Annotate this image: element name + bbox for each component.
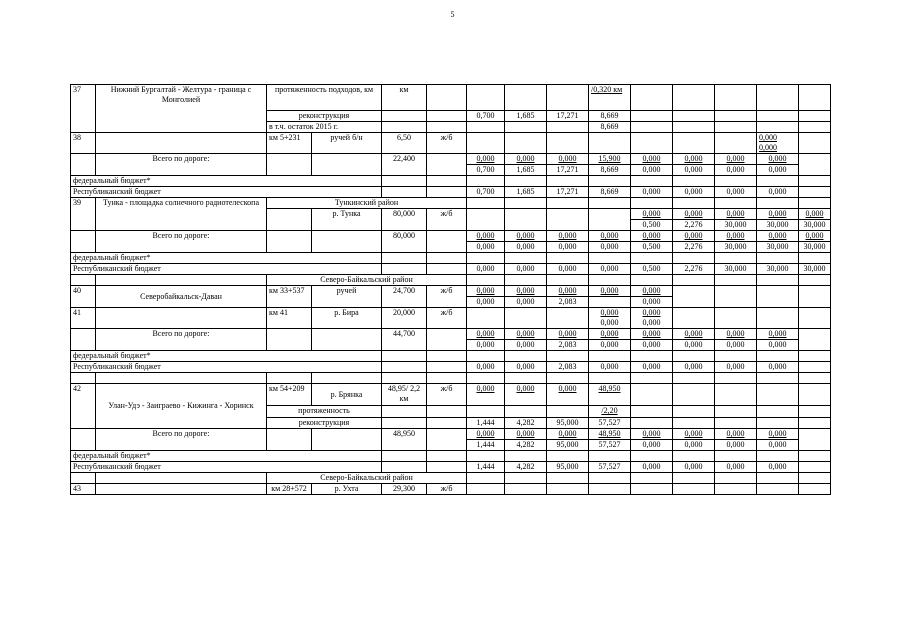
value-cell: 57,527 xyxy=(589,418,631,429)
value-cell: 0,000 xyxy=(799,209,831,220)
value-cell: 0,500 xyxy=(631,220,673,231)
value-cell: 2,276 xyxy=(673,242,715,253)
value-cell: 0,000 0,000 xyxy=(631,308,673,329)
value-cell: 0,000 xyxy=(467,340,505,351)
value-cell: 30,000 xyxy=(757,242,799,253)
row-label: в т.ч. остаток 2015 г. xyxy=(267,122,382,133)
value-cell: 0,000 xyxy=(631,165,673,176)
total-row xyxy=(71,231,831,242)
value-cell: 0,000 xyxy=(631,297,673,308)
value-cell: 0,000 xyxy=(467,154,505,165)
table-row xyxy=(71,133,831,154)
value-cell: 30,000 xyxy=(799,264,831,275)
value-cell: 0,000 xyxy=(715,329,757,340)
value-cell: 0,500 xyxy=(631,264,673,275)
value-cell: 0,000 xyxy=(467,362,505,373)
type-cell: ж/б xyxy=(427,484,467,495)
value-cell: 8,669 xyxy=(589,111,631,122)
unit-cell: км xyxy=(382,85,427,111)
value-cell: 95,000 xyxy=(547,462,589,473)
value-cell: 0,000 xyxy=(673,231,715,242)
km-cell: км 41 xyxy=(267,308,312,329)
value-cell: 30,000 xyxy=(715,242,757,253)
value-cell: 0,000 xyxy=(757,362,799,373)
value-cell: 0,000 xyxy=(589,242,631,253)
value-cell: 0,000 xyxy=(673,440,715,451)
value-cell: 1,444 xyxy=(467,418,505,429)
value-cell: 0,000 xyxy=(757,209,799,220)
row-label: протяженность подходов, км xyxy=(267,85,382,111)
value-cell: 0,000 xyxy=(757,340,799,351)
value-cell: 0,000 xyxy=(589,231,631,242)
value-cell: 1,685 xyxy=(505,111,547,122)
value-cell: 0,000 xyxy=(505,429,547,440)
value-cell: 0,000 xyxy=(631,231,673,242)
table-row xyxy=(71,473,831,484)
district-header: Северо-Байкальский район xyxy=(267,473,467,484)
km-cell: км 33+537 xyxy=(267,286,312,308)
value-cell: 57,527 xyxy=(589,462,631,473)
row-number: 41 xyxy=(71,308,96,329)
value-cell: 0,000 xyxy=(505,264,547,275)
value-cell: 0,000 xyxy=(673,209,715,220)
value-cell: 0,000 xyxy=(547,329,589,340)
republic-row xyxy=(71,264,831,275)
republic-label: Республиканский бюджет xyxy=(71,187,382,198)
length-cell: 24,700 xyxy=(382,286,427,308)
value-cell: 0,000 xyxy=(467,242,505,253)
value-cell: 2,276 xyxy=(673,220,715,231)
table-row xyxy=(71,373,831,384)
value-cell: 0,000 xyxy=(505,154,547,165)
value-cell: 0,000 xyxy=(757,440,799,451)
value-cell: 0,000 xyxy=(673,362,715,373)
value-cell: 0,000 xyxy=(757,462,799,473)
row-number: 42 xyxy=(71,384,96,429)
value-cell: 0,000 xyxy=(467,329,505,340)
federal-row xyxy=(71,351,831,362)
value-cell: 0,000 xyxy=(505,362,547,373)
type-cell: ж/б xyxy=(427,286,467,308)
value-cell: 0,000 xyxy=(631,286,673,297)
value-cell: 4,282 xyxy=(505,418,547,429)
length-cell: 80,000 xyxy=(382,209,427,231)
value-cell: 0,000 xyxy=(757,154,799,165)
value-cell: 30,000 xyxy=(715,220,757,231)
value-cell: 0,000 0,000 xyxy=(589,308,631,329)
value-cell: 0,000 xyxy=(715,231,757,242)
value-cell: 0,000 xyxy=(715,154,757,165)
value-cell: 0,000 xyxy=(673,429,715,440)
value-cell: 0,000 xyxy=(505,329,547,340)
value-cell: 0,000 xyxy=(631,362,673,373)
total-row xyxy=(71,154,831,165)
value-cell: 0,000 xyxy=(715,362,757,373)
total-label: Всего по дороге: xyxy=(96,429,267,451)
value-cell: 0,000 xyxy=(467,286,505,297)
value-cell: 2,083 xyxy=(547,340,589,351)
value-cell: 30,000 xyxy=(757,220,799,231)
row-number: 39 xyxy=(71,198,96,231)
table-row xyxy=(71,286,831,297)
value-cell: 0,000 xyxy=(467,384,505,406)
value-cell: 0,000 xyxy=(673,187,715,198)
value-cell: 30,000 xyxy=(715,264,757,275)
length-cell: 48,95/ 2,2 км xyxy=(382,384,427,406)
value-cell: 57,527 xyxy=(589,440,631,451)
value-cell: 0,000 xyxy=(547,154,589,165)
row-label: протяженность xyxy=(267,406,382,418)
value-cell: 0,000 xyxy=(467,264,505,275)
federal-row xyxy=(71,451,831,462)
table-row xyxy=(71,198,831,209)
length-cell: 20,000 xyxy=(382,308,427,329)
road-bridge-table xyxy=(70,84,831,495)
table-row xyxy=(71,384,831,406)
value-cell: 0,000 xyxy=(715,209,757,220)
object-cell: ручей б/н xyxy=(312,133,382,154)
value-cell: 0,000 xyxy=(631,340,673,351)
length-cell: 6,50 xyxy=(382,133,427,154)
value-cell: 2,276 xyxy=(673,264,715,275)
value-cell: 0,000 xyxy=(715,462,757,473)
value-cell: 4,282 xyxy=(505,462,547,473)
type-cell: ж/б xyxy=(427,384,467,406)
republic-row xyxy=(71,462,831,473)
table-row xyxy=(71,484,831,495)
value-cell: 0,000 xyxy=(467,297,505,308)
value-cell: 0,000 xyxy=(505,384,547,406)
value-cell: 0,000 0,000 xyxy=(757,133,799,154)
federal-label: федеральный бюджет* xyxy=(71,253,382,264)
value-cell: 0,000 xyxy=(467,231,505,242)
value-cell: 0,000 xyxy=(715,429,757,440)
value-cell: 0,000 xyxy=(589,264,631,275)
value-cell: 0,000 xyxy=(673,329,715,340)
value-cell: 0,000 xyxy=(673,340,715,351)
value-cell: 0,000 xyxy=(757,187,799,198)
value-cell: 2,083 xyxy=(547,362,589,373)
value-cell: 8,669 xyxy=(589,165,631,176)
value-cell: 0,000 xyxy=(505,286,547,297)
republic-row xyxy=(71,362,831,373)
object-cell: р. Ухта xyxy=(312,484,382,495)
value-cell: 0,000 xyxy=(505,297,547,308)
value-cell: 0,000 xyxy=(589,329,631,340)
federal-label: федеральный бюджет* xyxy=(71,351,382,362)
value-cell: 95,000 xyxy=(547,418,589,429)
value-cell: 1,444 xyxy=(467,440,505,451)
value-cell: 0,000 xyxy=(589,362,631,373)
federal-label: федеральный бюджет* xyxy=(71,451,382,462)
value-cell: 95,000 xyxy=(547,440,589,451)
value-cell: 0,000 xyxy=(589,340,631,351)
value-cell: 0,000 xyxy=(757,231,799,242)
value-cell: 0,000 xyxy=(757,329,799,340)
value-cell: 0,000 xyxy=(799,231,831,242)
table-row xyxy=(71,275,831,286)
row-number: 43 xyxy=(71,484,96,495)
value-cell: 0,000 xyxy=(547,264,589,275)
value-cell: 48,950 xyxy=(589,429,631,440)
value-cell: 0,000 xyxy=(715,187,757,198)
km-cell: км 54+209 xyxy=(267,384,312,406)
value-cell: 48,950 xyxy=(589,384,631,406)
object-cell: р. Тунка xyxy=(312,209,382,231)
row-number: 38 xyxy=(71,133,96,154)
total-row xyxy=(71,329,831,340)
value-cell: 17,271 xyxy=(547,165,589,176)
value-cell: 15,900 xyxy=(589,154,631,165)
row-label: реконструкция xyxy=(267,418,382,429)
value-cell: 0,000 xyxy=(547,242,589,253)
value-cell: 1,685 xyxy=(505,187,547,198)
total-label: Всего по дороге: xyxy=(96,329,267,351)
value-cell: 0,000 xyxy=(715,440,757,451)
value-cell: 0,000 xyxy=(547,286,589,297)
value-cell: 0,000 xyxy=(631,187,673,198)
value-cell: 0,000 xyxy=(631,329,673,340)
table-row xyxy=(71,308,831,329)
republic-label: Республиканский бюджет xyxy=(71,264,382,275)
value-cell: 0,000 xyxy=(631,209,673,220)
length-cell: 44,700 xyxy=(382,329,427,351)
length-cell: 22,400 xyxy=(382,154,427,176)
value-cell: 30,000 xyxy=(799,220,831,231)
type-cell: ж/б xyxy=(427,209,467,231)
value-cell: 0,000 xyxy=(631,429,673,440)
value-cell: 0,000 xyxy=(547,231,589,242)
value-cell: 0,000 xyxy=(673,154,715,165)
value-cell: 30,000 xyxy=(799,242,831,253)
table-row xyxy=(71,85,831,111)
km-cell: км 28+572 xyxy=(267,484,312,495)
district-header: Северо-Байкальский район xyxy=(267,275,467,286)
value-cell: 0,000 xyxy=(505,231,547,242)
page-number: 5 xyxy=(450,10,455,19)
value-cell: /0,320 км xyxy=(589,85,631,111)
length-cell: 80,000 xyxy=(382,231,427,253)
value-cell: 0,000 xyxy=(673,165,715,176)
value-cell: 0,000 xyxy=(631,440,673,451)
total-label: Всего по дороге: xyxy=(96,231,267,253)
object-cell: ручей xyxy=(312,286,382,308)
value-cell: 0,000 xyxy=(547,429,589,440)
value-cell: 0,700 xyxy=(467,165,505,176)
road-name: Нижний Бургалтай - Желтура - граница с Монголией xyxy=(96,85,267,133)
length-cell: 48,950 xyxy=(382,429,427,451)
value-cell: /2,20 xyxy=(589,406,631,418)
value-cell: 0,000 xyxy=(715,340,757,351)
republic-label: Республиканский бюджет xyxy=(71,362,382,373)
value-cell: 0,000 xyxy=(757,429,799,440)
republic-label: Республиканский бюджет xyxy=(71,462,382,473)
value-cell: 1,685 xyxy=(505,165,547,176)
value-cell: 0,700 xyxy=(467,187,505,198)
value-cell: 0,500 xyxy=(631,242,673,253)
type-cell: ж/б xyxy=(427,308,467,329)
value-cell: 0,000 xyxy=(547,384,589,406)
type-cell: ж/б xyxy=(427,133,467,154)
total-row xyxy=(71,429,831,440)
value-cell: 30,000 xyxy=(757,264,799,275)
value-cell: 0,000 xyxy=(757,165,799,176)
federal-label: федеральный бюджет* xyxy=(71,176,382,187)
total-label: Всего по дороге: xyxy=(96,154,267,176)
value-cell: 0,000 xyxy=(715,165,757,176)
value-cell: 0,000 xyxy=(631,154,673,165)
value-cell: 8,669 xyxy=(589,122,631,133)
value-cell: 0,700 xyxy=(467,111,505,122)
object-cell: р. Брянка xyxy=(312,384,382,406)
row-number: 40 xyxy=(71,286,96,308)
value-cell: 8,669 xyxy=(589,187,631,198)
km-cell: км 5+231 xyxy=(267,133,312,154)
federal-row xyxy=(71,253,831,264)
object-cell: р. Бира xyxy=(312,308,382,329)
value-cell: 17,271 xyxy=(547,187,589,198)
value-cell: 0,000 xyxy=(467,429,505,440)
row-number: 37 xyxy=(71,85,96,133)
length-cell: 29,300 xyxy=(382,484,427,495)
road-name: Тунка - площадка солнечного радиотелескопа xyxy=(96,198,267,231)
value-cell: 1,444 xyxy=(467,462,505,473)
road-name: Улан-Удэ - Заиграево - Кижинга - Хоринск xyxy=(96,384,267,429)
value-cell: 0,000 xyxy=(589,286,631,297)
value-cell: 0,000 xyxy=(505,242,547,253)
road-name: Северобайкальск-Даван xyxy=(96,286,267,308)
value-cell: 4,282 xyxy=(505,440,547,451)
district-header: Тункинский район xyxy=(267,198,467,209)
value-cell: 2,083 xyxy=(547,297,589,308)
value-cell: 0,000 xyxy=(505,340,547,351)
republic-row xyxy=(71,187,831,198)
row-label: реконструкция xyxy=(267,111,382,122)
value-cell: 0,000 xyxy=(631,462,673,473)
federal-row xyxy=(71,176,831,187)
value-cell: 17,271 xyxy=(547,111,589,122)
value-cell: 0,000 xyxy=(673,462,715,473)
